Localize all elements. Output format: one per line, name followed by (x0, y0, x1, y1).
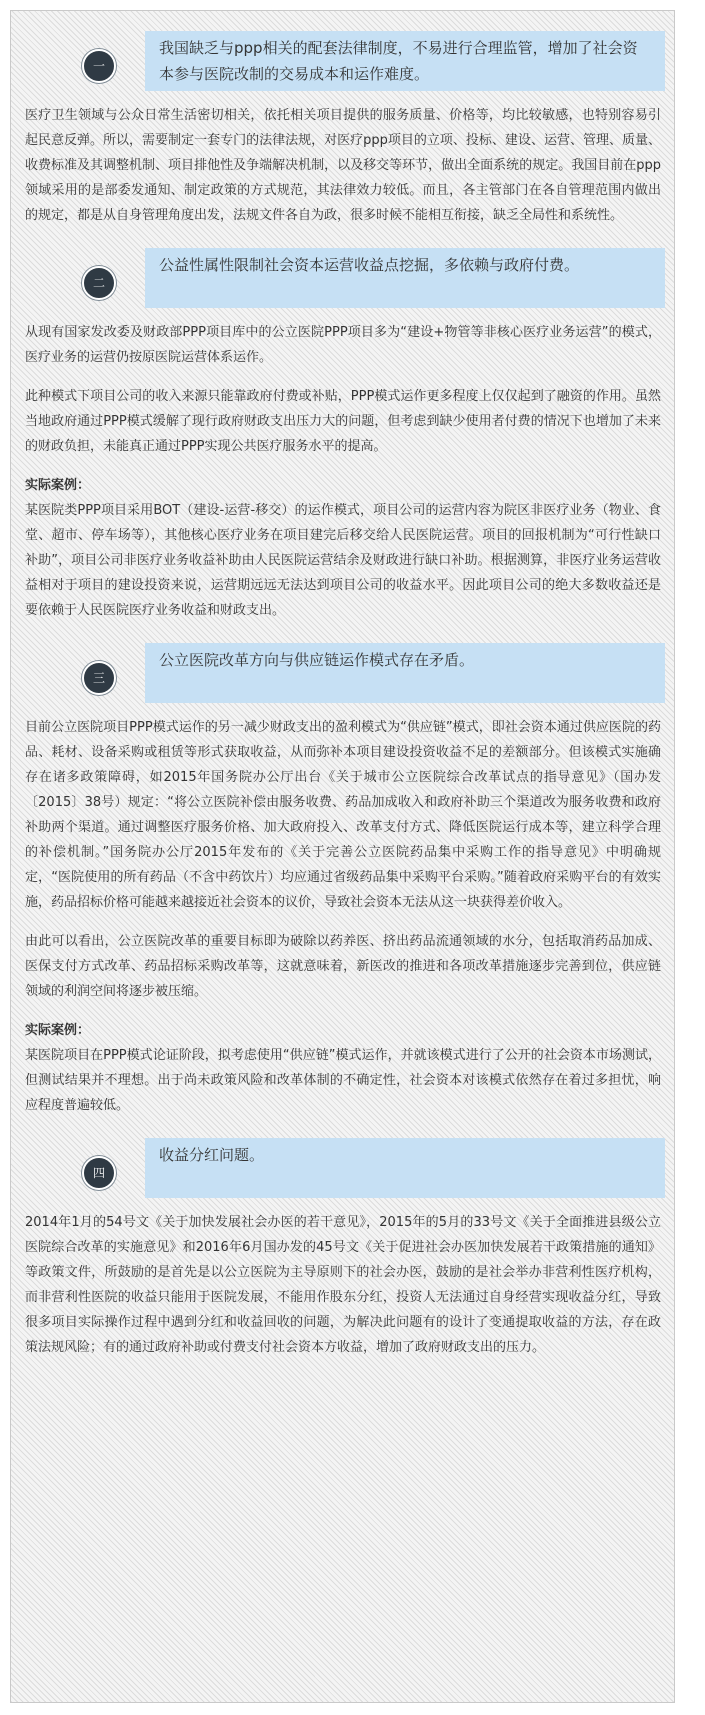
paragraph: 医疗卫生领域与公众日常生活密切相关，依托相关项目提供的服务质量、价格等，均比较敏感，也特别容易引起民意反弹。所以，需要制定一套专门的法律法规，对医疗ppp项目的立项、投标、建设、运营、管理、质量、收费标准及其调整机制、项目排他性及争端解决机制，以及移交等环节，做出全面系统的规定。我国目前在ppp领域采用的是部委发通知、制定政策的方式规范，其法律效力较低。而且，各主管部门在各自管理范围内做出的规定，都是从自身管理角度出发，法规文件各自为政，很多时候不能相互衔接，缺乏全局性和系统性。 (25, 108, 661, 223)
paragraph: 由此可以看出，公立医院改革的重要目标即为破除以药养医、挤出药品流通领域的水分，包括取消药品加成、医保支付方式改革、药品招标采购改革等，这就意味着，新医改的推进和各项改革措施逐步完善到位，供应链领域的利润空间将逐步被压缩。 (25, 934, 661, 999)
section-3 (25, 643, 661, 1118)
case-label: 实际案例： (25, 1023, 91, 1038)
paragraph: 2014年1月的54号文《关于加快发展社会办医的若干意见》，2015年的5月的33号文《关于全面推进县级公立医院综合改革的实施意见》和2016年6月国办发的45号文《关于促进社会办医加快发展若干政策措施的通知》等政策文件，所鼓励的是首先是以公立医院为主导原则下的社会办医，鼓励的是社会举办非营利性医疗机构，而非营利性医院的收益只能用于医院发展，不能用作股东分红，投资人无法通过自身经营实现收益分红，导致很多项目实际操作过程中遇到分红和收益回收的问题，为解决此问题有的设计了变通提取收益的方法，存在政策法规风险；有的通过政府补助或付费支付社会资本方收益，增加了政府财政支出的压力。 (25, 1215, 661, 1355)
section-2 (25, 248, 661, 623)
section-header (25, 1138, 661, 1198)
section-number-badge: 三 (82, 661, 116, 695)
section-header (25, 248, 661, 308)
section-header (25, 31, 661, 91)
article-frame (10, 10, 675, 1703)
section-title: 我国缺乏与ppp相关的配套法律制度，不易进行合理监管，增加了社会资本参与医院改制的交易成本和运作难度。 (145, 31, 665, 91)
case-text: 某医院项目在PPP模式论证阶段，拟考虑使用“供应链”模式运作，并就该模式进行了公开的社会资本市场测试，但测试结果并不理想。出于尚未政策风险和改革体制的不确定性，社会资本对该模式依然存在着过多担忧，响应程度普遍较低。 (25, 1048, 661, 1113)
section-number-badge: 四 (82, 1156, 116, 1190)
case-label: 实际案例： (25, 478, 91, 493)
case-text: 某医院类PPP项目采用BOT（建设-运营-移交）的运作模式，项目公司的运营内容为院区非医疗业务（物业、食堂、超市、停车场等），其他核心医疗业务在项目建完后移交给人民医院运营。项目的回报机制为“可行性缺口补助”，项目公司非医疗业务收益补助由人民医院运营结余及财政进行缺口补助。根据测算，非医疗业务运营收益相对于项目的建设投资来说，运营期远远无法达到项目公司的收益水平。因此项目公司的绝大多数收益还是要依赖于人民医院医疗业务收益和财政支出。 (25, 503, 661, 618)
section-number-badge: 一 (82, 49, 116, 83)
section-header (25, 643, 661, 703)
paragraph: 此种模式下项目公司的收入来源只能靠政府付费或补贴，PPP模式运作更多程度上仅仅起到了融资的作用。虽然当地政府通过PPP模式缓解了现行政府财政支出压力大的问题，但考虑到缺少使用者付费的情况下也增加了未来的财政负担，未能真正通过PPP实现公共医疗服务水平的提高。 (25, 389, 661, 454)
section-4 (25, 1138, 661, 1360)
section-number-badge: 二 (82, 266, 116, 300)
paragraph: 目前公立医院项目PPP模式运作的另一减少财政支出的盈利模式为“供应链”模式，即社会资本通过供应医院的药品、耗材、设备采购或租赁等形式获取收益，从而弥补本项目建设投资收益不足的差额部分。但该模式实施确存在诸多政策障碍，如2015年国务院办公厅出台《关于城市公立医院综合改革试点的指导意见》（国办发〔2015〕38号）规定：“将公立医院补偿由服务收费、药品加成收入和政府补助三个渠道改为服务收费和政府补助两个渠道。通过调整医疗服务价格、加大政府投入、改革支付方式、降低医院运行成本等，建立科学合理的补偿机制。”国务院办公厅2015年发布的《关于完善公立医院药品集中采购工作的指导意见》中明确规定，“医院使用的所有药品（不含中药饮片）均应通过省级药品集中采购平台采购。”随着政府采购平台的有效实施，药品招标价格可能越来越接近社会资本的议价，导致社会资本无法从这一块获得差价收入。 (25, 720, 661, 910)
section-title: 公立医院改革方向与供应链运作模式存在矛盾。 (145, 643, 665, 703)
section-title: 公益性属性限制社会资本运营收益点挖掘，多依赖与政府付费。 (145, 248, 665, 308)
section-title: 收益分红问题。 (145, 1138, 665, 1198)
section-1 (25, 31, 661, 228)
paragraph: 从现有国家发改委及财政部PPP项目库中的公立医院PPP项目多为“建设+物管等非核心医疗业务运营”的模式，医疗业务的运营仍按原医院运营体系运作。 (25, 325, 661, 365)
